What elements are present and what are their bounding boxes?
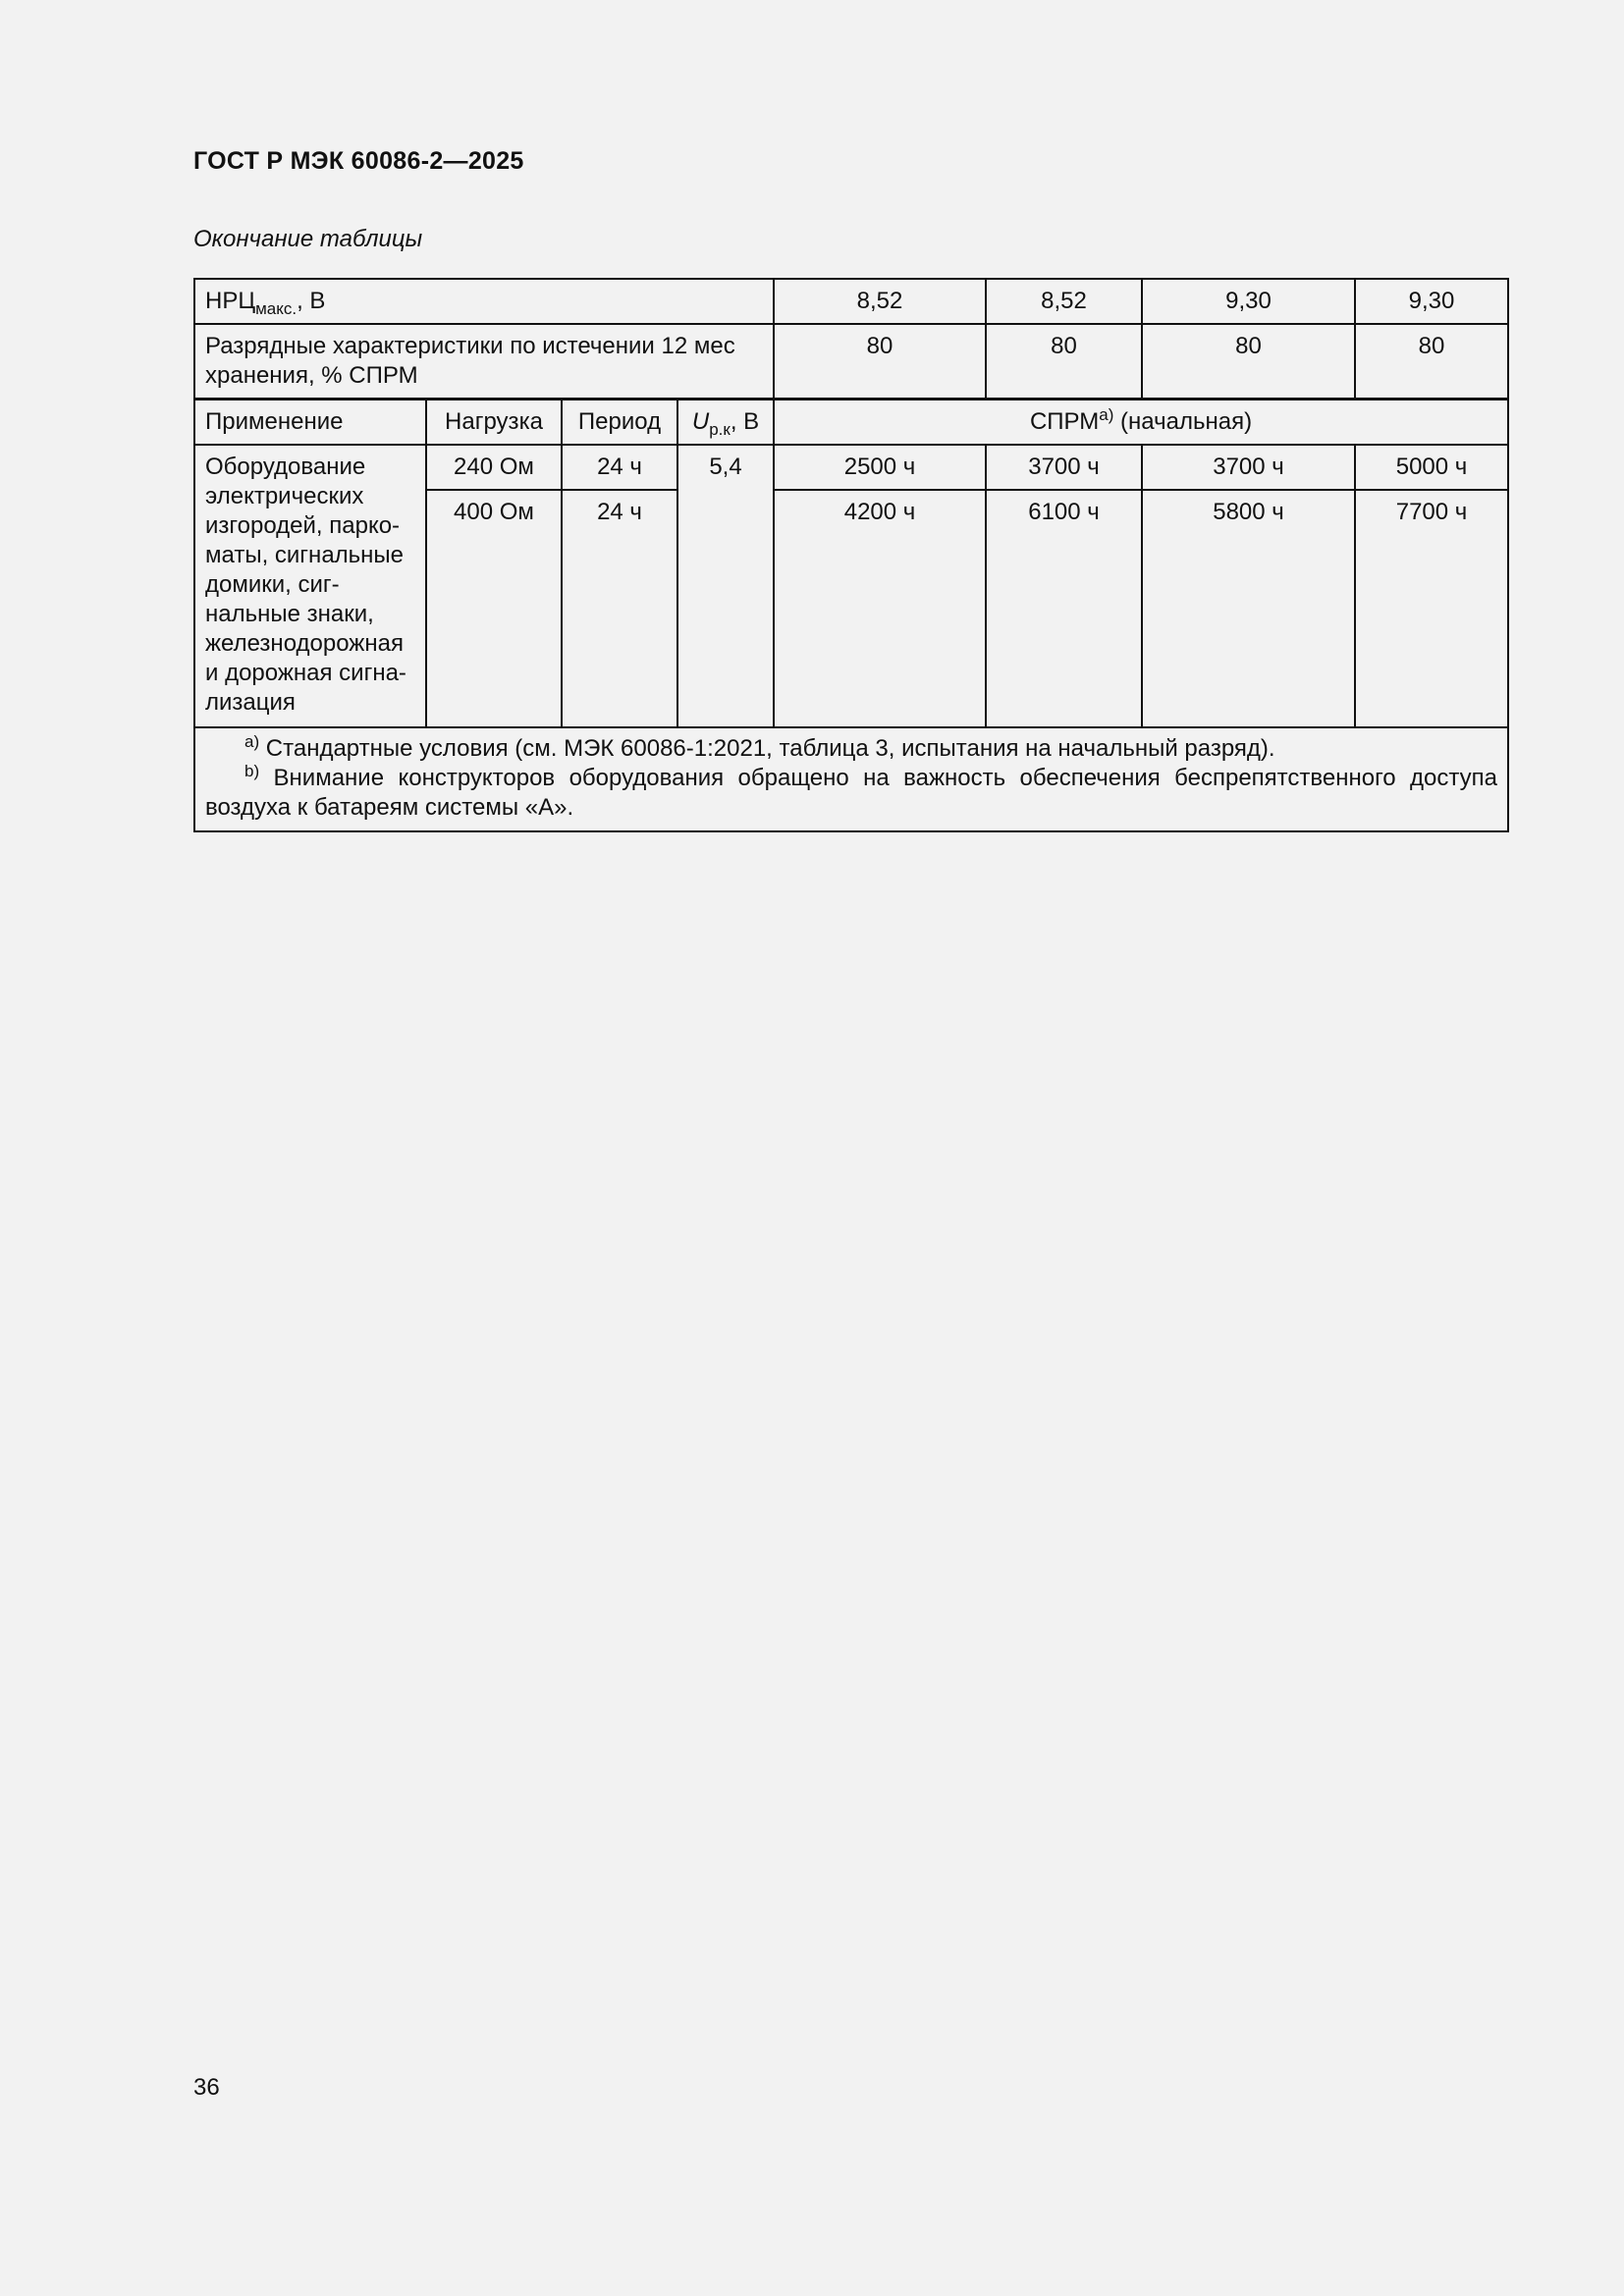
duration-cell: 4200 ч bbox=[774, 490, 986, 727]
cutoff-voltage-cell: 5,4 bbox=[677, 445, 774, 727]
duration-cell: 5000 ч bbox=[1355, 445, 1508, 490]
storage-value: 80 bbox=[986, 324, 1142, 400]
storage-label: Разрядные характеристики по истечении 12 мес хранения, % СПРМ bbox=[194, 324, 774, 400]
ocv-row bbox=[194, 279, 1508, 324]
storage-value: 80 bbox=[1355, 324, 1508, 400]
duration-cell: 3700 ч bbox=[986, 445, 1142, 490]
table-row bbox=[194, 445, 1508, 490]
duration-cell: 6100 ч bbox=[986, 490, 1142, 727]
header-load: Нагрузка bbox=[426, 400, 562, 446]
notes-row bbox=[194, 727, 1508, 831]
storage-row bbox=[194, 324, 1508, 400]
duration-cell: 7700 ч bbox=[1355, 490, 1508, 727]
period-cell: 24 ч bbox=[562, 490, 677, 727]
load-cell: 240 Ом bbox=[426, 445, 562, 490]
header-min-average-duration: СПРМ$^{a)}$ (начальная) bbox=[774, 400, 1508, 446]
battery-spec-table bbox=[193, 278, 1509, 832]
duration-cell: 5800 ч bbox=[1142, 490, 1355, 727]
duration-cell: 3700 ч bbox=[1142, 445, 1355, 490]
table-caption: Окончание таблицы bbox=[193, 226, 423, 252]
ocv-label: $НРЦ_{макс.}$, В bbox=[194, 279, 774, 324]
header-period: Период bbox=[562, 400, 677, 446]
footnote-b: $^{b)}$ Внимание конструкторов оборудования обращено на важность обеспечения беспрепятственного доступа воздуха к батареям системы «А». bbox=[205, 762, 1497, 821]
load-cell: 400 Ом bbox=[426, 490, 562, 727]
duration-cell: 2500 ч bbox=[774, 445, 986, 490]
ocv-value: 8,52 bbox=[986, 279, 1142, 324]
header-application: Применение bbox=[194, 400, 426, 446]
page-number: 36 bbox=[193, 2074, 220, 2101]
header-cutoff-voltage: $U_{р.к}$, В bbox=[677, 400, 774, 446]
application-cell: Оборудование электрических изгородей, парко-маты, сигнальные домики, сиг-нальные знаки, железнодорожная и дорожная сигна-лизация bbox=[194, 445, 426, 727]
table-notes bbox=[194, 727, 1508, 831]
column-header-row bbox=[194, 400, 1508, 446]
document-title: ГОСТ Р МЭК 60086-2—2025 bbox=[193, 147, 524, 175]
ocv-value: 9,30 bbox=[1142, 279, 1355, 324]
footnote-a: $^{a)}$ Стандартные условия (см. МЭК 60086-1:2021, таблица 3, испытания на начальный разряд). bbox=[244, 732, 1275, 762]
ocv-value: 9,30 bbox=[1355, 279, 1508, 324]
period-cell: 24 ч bbox=[562, 445, 677, 490]
storage-value: 80 bbox=[774, 324, 986, 400]
storage-value: 80 bbox=[1142, 324, 1355, 400]
ocv-value: 8,52 bbox=[774, 279, 986, 324]
